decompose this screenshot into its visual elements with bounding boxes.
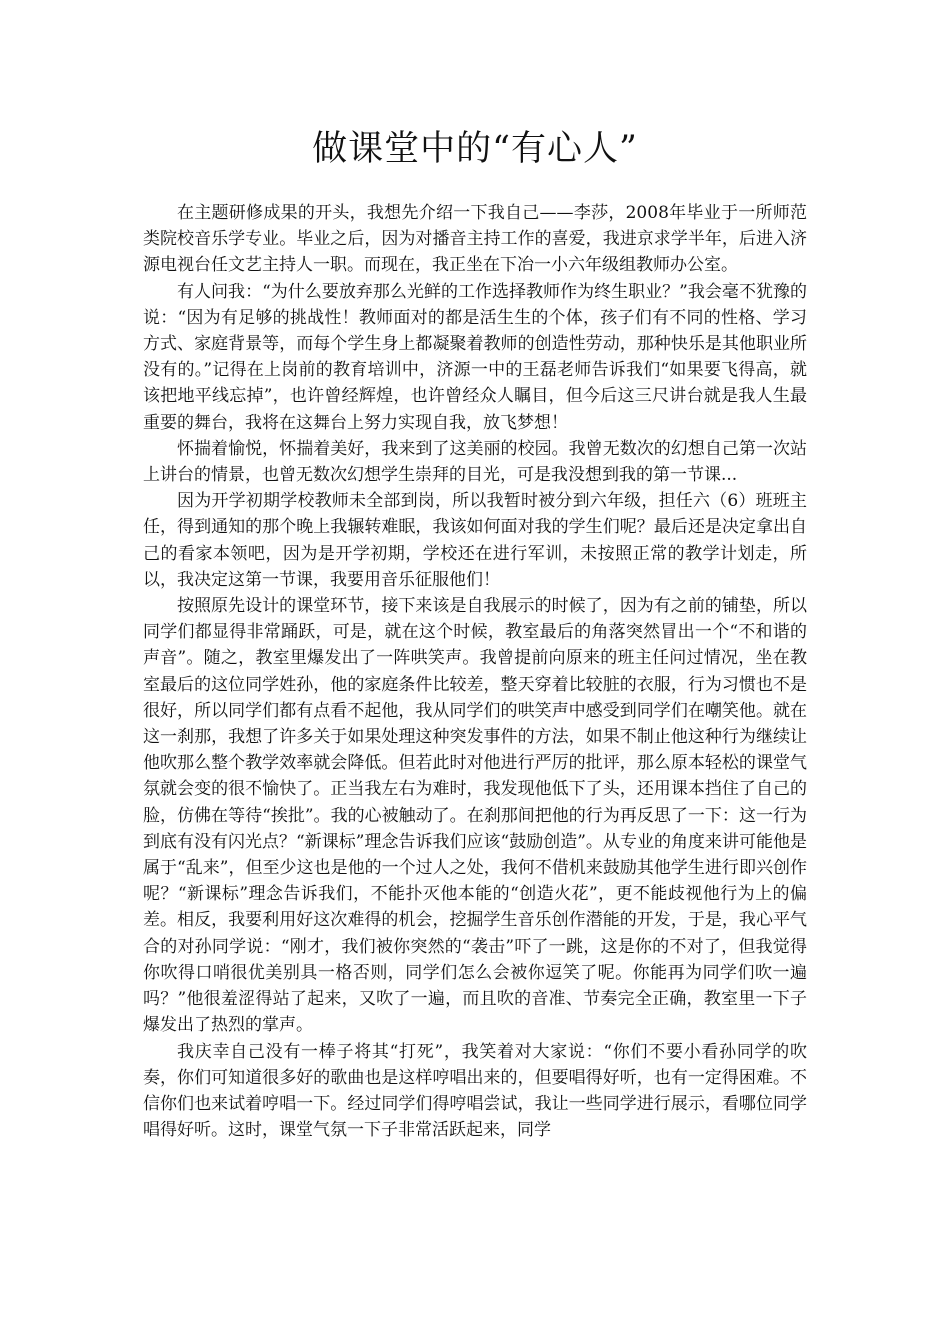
paragraph-follow-up: 我庆幸自己没有一棒子将其“打死”，我笑着对大家说：“你们不要小看孙同学的吹奏，你们可知道很多好的歌曲也是这样哼唱出来的，但要唱得好听，也有一定得困难。不信你们也来试着哼唱一下。经过同学们得哼唱尝试，我让一些同学进行展示，看哪位同学唱得好听。这时，课堂气氛一下子非常活跃起来，同学 [143, 1041, 807, 1141]
paragraph-intro: 在主题研修成果的开头，我想先介绍一下我自己——李莎，2008年毕业于一所师范类院校音乐学专业。毕业之后，因为对播音主持工作的喜爱，我进京求学半年，后进入济源电视台任文艺主持人一职。而现在，我正坐在下冶一小六年级组教师办公室。 [143, 203, 807, 276]
document-title: 做课堂中的“有心人” [312, 129, 638, 169]
paragraph-classroom-incident: 按照原先设计的课堂环节，接下来该是自我展示的时候了，因为有之前的铺垫，所以同学们都显得非常踊跃，可是，就在这个时候，教室最后的角落突然冒出一个“不和谐的声音”。随之，教室里爆发出了一阵哄笑声。我曾提前向原来的班主任问过情况，坐在教室最后的这位同学姓孙，他的家庭条件比较差，整天穿着比较脏的衣服，行为习惯也不是很好，所以同学们都有点看不起他，我从同学们的哄笑声中感受到同学们在嘲笑他。就在这一刹那，我想了许多关于如果处理这种突发事件的方法，如果不制止他这种行为继续让他吹那么整个教学效率就会降低。但若此时对他进行严厉的批评，那么原本轻松的课堂气氛就会变的很不愉快了。正当我左右为难时，我发现他低下了头，还用课本挡住了自己的脸，仿佛在等待“挨批”。我的心被触动了。在刹那间把他的行为再反思了一下：这一行为到底有没有闪光点？“新课标”理念告诉我们应该“鼓励创造”。从专业的角度来讲可能他是属于“乱来”，但至少这也是他的一个过人之处，我何不借机来鼓励其他学生进行即兴创作呢？“新课标”理念告诉我们，不能扑灭他本能的“创造火花”，更不能歧视他行为上的偏差。相反，我要利用好这次难得的机会，挖掘学生音乐创作潜能的开发，于是，我心平气合的对孙同学说：“刚才，我们被你突然的“袭击”吓了一跳，这是你的不对了，但我觉得你吹得口哨很优美别具一格否则，同学们怎么会被你逗笑了呢。你能再为同学们吹一遍吗？”他很羞涩得站了起来，又吹了一遍，而且吹的音准、节奏完全正确，教室里一下子爆发出了热烈的掌声。 [143, 596, 807, 1036]
document-body [143, 200, 807, 1143]
paragraph-career-choice: 有人问我：“为什么要放弃那么光鲜的工作选择教师作为终生职业？”我会毫不犹豫的说：“因为有足够的挑战性！教师面对的都是活生生的个体，孩子们有不同的性格、学习方式、家庭背景等，而每个学生身上都凝聚着教师的创造性劳动，那种快乐是其他职业所没有的。”记得在上岗前的教育培训中，济源一中的王磊老师告诉我们“如果要飞得高，就该把地平线忘掉”，也许曾经辉煌，也许曾经众人瞩目，但今后这三尺讲台就是我人生最重要的舞台，我将在这舞台上努力实现自我，放飞梦想！ [143, 281, 807, 433]
paragraph-first-class-hopes: 怀揣着愉悦，怀揣着美好，我来到了这美丽的校园。我曾无数次的幻想自己第一次站上讲台的情景，也曾无数次幻想学生崇拜的目光，可是我没想到我的第一节课... [143, 438, 807, 486]
paragraph-class-assignment: 因为开学初期学校教师未全部到岗，所以我暂时被分到六年级，担任六（6）班班主任，得到通知的那个晚上我辗转难眠，我该如何面对我的学生们呢？最后还是决定拿出自己的看家本领吧，因为是开学初期，学校还在进行军训，未按照正常的教学计划走，所以，我决定这第一节课，我要用音乐征服他们！ [143, 491, 807, 590]
